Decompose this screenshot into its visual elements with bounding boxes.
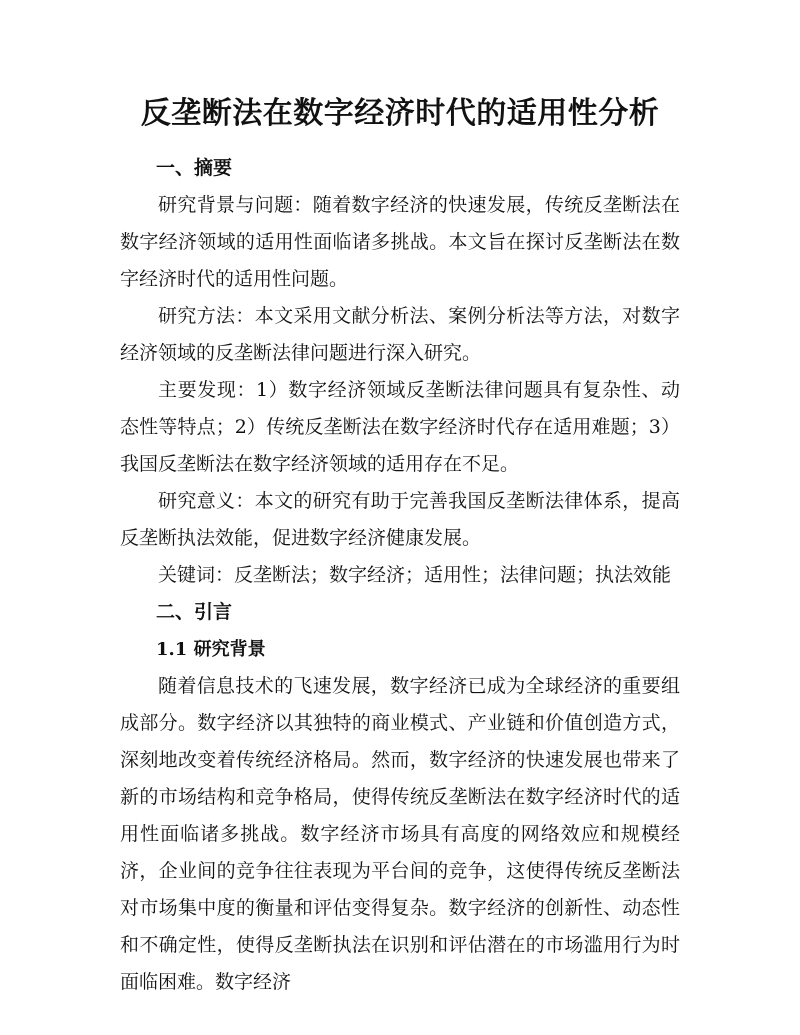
subsection-heading-background: 1.1 研究背景	[156, 639, 266, 660]
abstract-background-paragraph: 研究背景与问题：随着数字经济的快速发展，传统反垄断法在数字经济领域的适用性面临诸多挑战。本文旨在探讨反垄断法在数字经济时代的适用性问题。	[120, 194, 680, 290]
document-title: 反垄断法在数字经济时代的适用性分析	[140, 96, 660, 131]
abstract-method-paragraph: 研究方法：本文采用文献分析法、案例分析法等方法，对数字经济领域的反垄断法律问题进行深入研究。	[120, 305, 680, 364]
abstract-significance-paragraph: 研究意义：本文的研究有助于完善我国反垄断法律体系，提高反垄断执法效能，促进数字经济健康发展。	[120, 490, 680, 549]
keywords-line: 关键词：反垄断法；数字经济；适用性；法律问题；执法效能	[158, 564, 672, 586]
abstract-findings-paragraph: 主要发现：1）数字经济领域反垄断法律问题具有复杂性、动态性等特点；2）传统反垄断法在数字经济时代存在适用难题；3）我国反垄断法在数字经济领域的适用存在不足。	[120, 379, 680, 475]
section-heading-abstract: 一、摘要	[156, 157, 233, 179]
introduction-body-paragraph: 随着信息技术的飞速发展，数字经济已成为全球经济的重要组成部分。数字经济以其独特的商业模式、产业链和价值创造方式，深刻地改变着传统经济格局。然而，数字经济的快速发展也带来了新的市场结构和竞争格局，使得传统反垄断法在数字经济时代的适用性面临诸多挑战。数字经济市场具有高度的网络效应和规模经济，企业间的竞争往往表现为平台间的竞争，这使得传统反垄断法对市场集中度的衡量和评估变得复杂。数字经济的创新性、动态性和不确定性，使得反垄断执法在识别和评估潜在的市场滥用行为时面临困难。数字经济	[120, 675, 680, 993]
section-heading-introduction: 二、引言	[156, 601, 233, 623]
